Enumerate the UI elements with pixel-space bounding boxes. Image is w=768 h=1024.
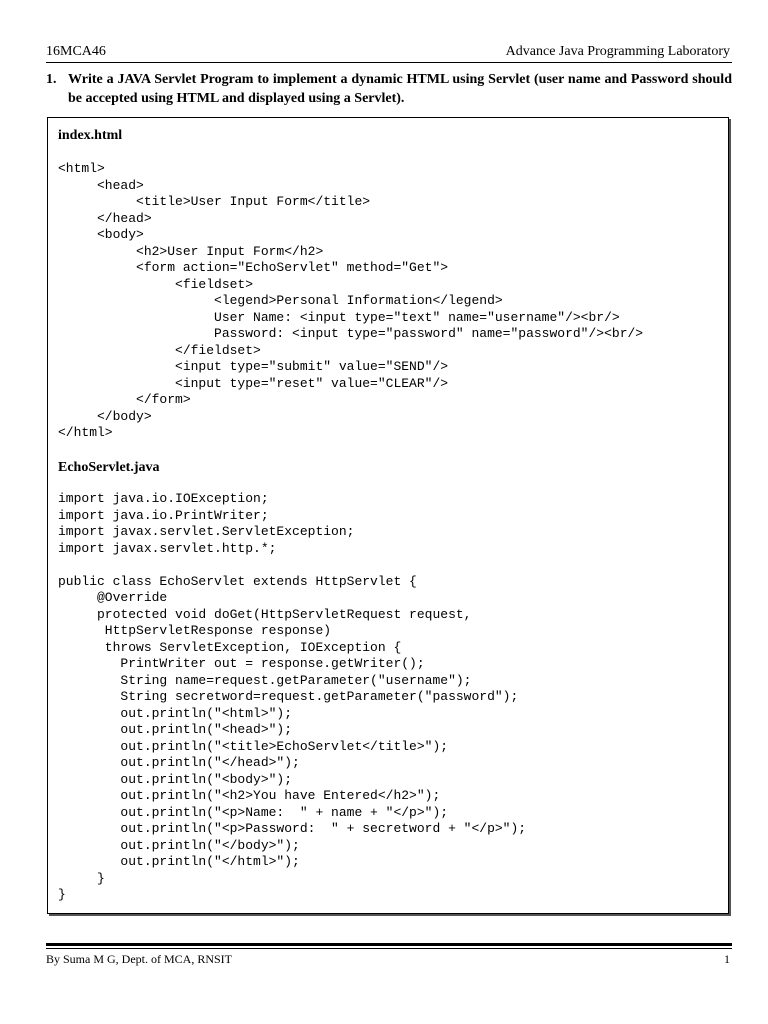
code-line: out.println("<p>Name: " + name + "</p>");	[58, 804, 449, 820]
code-line: </body>	[58, 408, 152, 424]
code-line: <input type="submit" value="SEND"/>	[58, 359, 449, 374]
code-line: import java.io.PrintWriter;	[58, 507, 269, 523]
code-line: out.println("<p>Password: " + secretword + "</p>");	[58, 821, 527, 836]
header-divider	[46, 62, 732, 63]
footer-divider-thin	[46, 948, 732, 949]
code-line: @Override	[58, 590, 168, 605]
code-line: out.println("</html>");	[58, 854, 300, 869]
code-line: throws ServletException, IOException {	[58, 639, 402, 655]
course-code: 16MCA46	[46, 44, 106, 59]
page-number: 1	[724, 952, 730, 966]
code-line: String secretword=request.getParameter("password");	[58, 689, 519, 704]
code-line: <h2>User Input Form</h2>	[58, 243, 324, 259]
code-line: import javax.servlet.http.*;	[58, 540, 277, 556]
course-title: Advance Java Programming Laboratory	[505, 44, 730, 59]
code-line: }	[58, 870, 105, 886]
question-number: 1.	[46, 72, 57, 87]
code-box	[47, 117, 729, 914]
code-line: out.println("<head>");	[58, 722, 293, 737]
section-title-echoservlet-java: EchoServlet.java	[58, 460, 160, 475]
code-line: }	[58, 887, 66, 902]
code-line: </head>	[58, 210, 152, 226]
code-block-index-html	[58, 161, 643, 442]
code-line: out.println("<html>");	[58, 705, 293, 721]
code-line: <fieldset>	[58, 276, 254, 292]
code-line: <title>User Input Form</title>	[58, 194, 371, 209]
code-line: out.println("<h2>You have Entered</h2>");	[58, 788, 441, 803]
code-line: <body>	[58, 227, 144, 242]
code-line: </form>	[58, 392, 191, 407]
code-line: <form action="EchoServlet" method="Get">	[58, 260, 449, 275]
footer-author: By Suma M G, Dept. of MCA, RNSIT	[46, 952, 233, 966]
code-line: out.println("</head>");	[58, 755, 300, 770]
code-line: Password: <input type="password" name="password"/><br/>	[58, 326, 644, 341]
code-line: PrintWriter out = response.getWriter();	[58, 656, 425, 671]
code-line: HttpServletResponse response)	[58, 623, 332, 638]
page-footer	[46, 952, 730, 972]
code-line: </html>	[58, 425, 113, 440]
code-line: import javax.servlet.ServletException;	[58, 524, 355, 539]
code-line: <legend>Personal Information</legend>	[58, 293, 503, 308]
page-header	[46, 40, 730, 62]
code-line: String name=request.getParameter("username");	[58, 672, 472, 688]
code-line: <input type="reset" value="CLEAR"/>	[58, 375, 449, 391]
code-line: </fieldset>	[58, 342, 261, 358]
code-line: public class EchoServlet extends HttpServlet {	[58, 573, 417, 589]
section-title-index-html: index.html	[58, 128, 123, 143]
question-text: Write a JAVA Servlet Program to implement a dynamic HTML using Servlet (user name and Password should be accepted using HTML and displayed using a Servlet).	[68, 72, 732, 106]
footer-divider-thick	[46, 943, 732, 946]
code-line: protected void doGet(HttpServletRequest request,	[58, 606, 472, 622]
code-line: <html>	[58, 161, 105, 176]
code-line	[58, 557, 526, 574]
code-line: out.println("<title>EchoServlet</title>");	[58, 738, 449, 754]
code-line: User Name: <input type="text" name="username"/><br/>	[58, 309, 620, 325]
code-line: import java.io.IOException;	[58, 491, 269, 506]
code-block-echoservlet-java	[58, 491, 526, 904]
code-line: <head>	[58, 177, 144, 193]
code-line: out.println("</body>");	[58, 837, 300, 853]
code-line: out.println("<body>");	[58, 771, 293, 787]
